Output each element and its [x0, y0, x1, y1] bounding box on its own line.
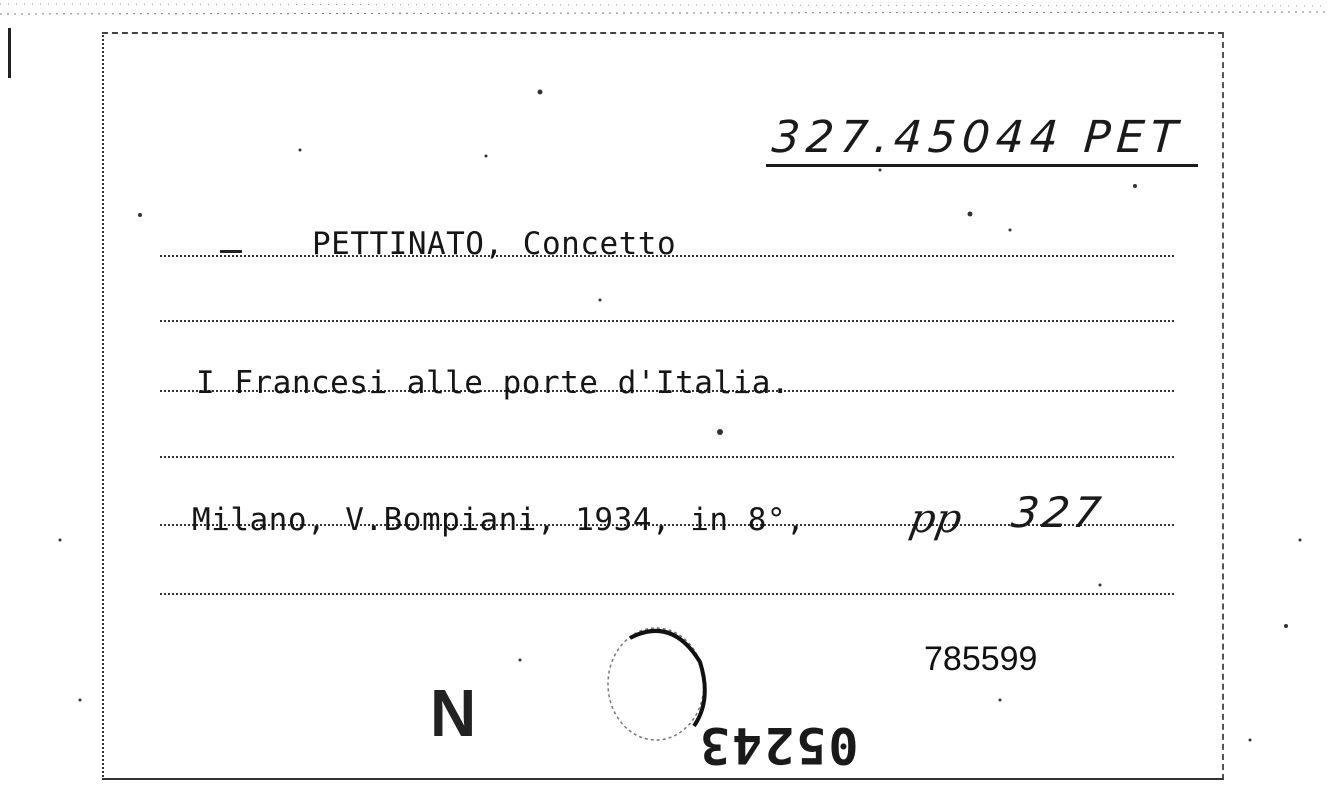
- ruled-line: [160, 320, 1174, 322]
- title-line: I Francesi alle porte d'Italia.: [196, 365, 791, 401]
- author-line: PETTINATO, Concetto: [312, 226, 677, 262]
- call-number: 327.45044 PET: [770, 112, 1185, 163]
- handwritten-pages-abbrev: pp: [905, 496, 966, 542]
- author-dash: [220, 250, 242, 253]
- stamp-number: 05243: [698, 716, 859, 774]
- accession-number: 785599: [924, 640, 1038, 678]
- ruled-line: [160, 593, 1174, 595]
- ruled-line: [160, 456, 1174, 458]
- imprint-line: Milano, V.Bompiani, 1934, in 8°,: [192, 502, 806, 538]
- scan-edge-mark: [8, 28, 11, 78]
- stamp-circle: [602, 622, 708, 744]
- handwritten-page-count: 327: [1008, 488, 1108, 537]
- stamp-letter: N: [430, 675, 477, 751]
- call-number-underline: [766, 164, 1198, 167]
